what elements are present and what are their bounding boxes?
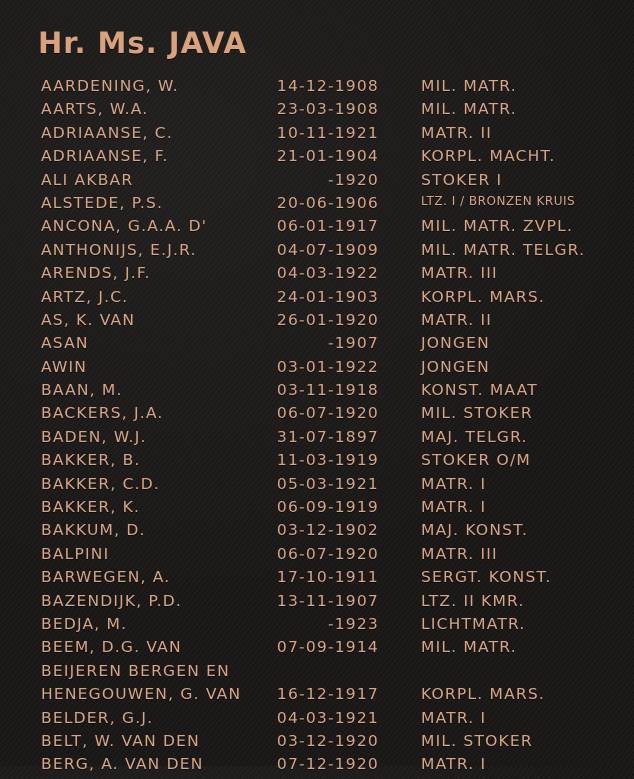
person-name: ANCONA, G.A.A. D' [41, 217, 208, 236]
person-name: BELT, W. VAN DEN [41, 731, 200, 750]
birth-date: 21-01-1904 [276, 147, 379, 166]
rank-label: MAJ. KONST. [421, 521, 529, 540]
rank-label: LTZ. I / BRONZEN KRUIS [421, 193, 576, 208]
rank-label: KORPL. MACHT. [421, 147, 556, 166]
birth-date: 06-07-1920 [276, 544, 379, 563]
person-name: ADRIAANSE, C. [41, 123, 173, 142]
person-name: BALPINI [41, 544, 110, 563]
name-row [0, 241, 634, 264]
rank-label: MATR. III [421, 544, 498, 563]
birth-date: -1920 [327, 170, 379, 189]
person-name: BEEM, D.G. VAN [41, 638, 182, 657]
birth-date: 16-12-1917 [276, 685, 379, 704]
rank-label: MATR. I [421, 498, 487, 517]
rank-label: MATR. I [421, 755, 487, 774]
rank-label: JONGEN [421, 357, 490, 376]
rank-label: SERGT. KONST. [421, 568, 552, 587]
name-row [0, 615, 634, 638]
name-row [0, 475, 634, 498]
birth-date: 04-07-1909 [276, 240, 379, 259]
name-row [0, 311, 634, 334]
rank-label: MIL. MATR. [421, 77, 517, 95]
rank-label: MIL. MATR. TELGR. [421, 240, 586, 259]
name-row [0, 124, 634, 147]
birth-date: 24-01-1903 [276, 287, 379, 306]
rank-label: MATR. II [421, 310, 493, 329]
rank-label: MIL. STOKER [421, 404, 533, 423]
birth-date: 03-11-1918 [276, 381, 379, 400]
person-name: BARWEGEN, A. [41, 568, 171, 587]
rank-label: MIL. STOKER [421, 731, 533, 750]
rank-label: LICHTMATR. [421, 614, 526, 633]
birth-date: -1923 [327, 614, 379, 633]
person-name: BAKKUM, D. [41, 521, 146, 540]
name-row [0, 171, 634, 194]
person-name: ASAN [41, 334, 89, 353]
name-row [0, 662, 634, 685]
person-name: BELDER, G.J. [41, 708, 154, 727]
name-row [0, 147, 634, 170]
name-row [0, 498, 634, 521]
name-row [0, 288, 634, 311]
birth-date: 03-01-1922 [276, 357, 379, 376]
person-name: ALI AKBAR [41, 170, 134, 189]
rank-label: STOKER O/M [421, 451, 531, 470]
person-name: HENEGOUWEN, G. VAN [41, 685, 242, 704]
birth-date: 06-09-1919 [276, 498, 379, 517]
person-name: AS, K. VAN [41, 310, 136, 329]
rank-label: MIL. MATR. [421, 638, 517, 657]
rank-label: MAJ. TELGR. [421, 427, 528, 446]
birth-date: 13-11-1907 [276, 591, 379, 610]
person-name: BEIJEREN BERGEN EN [41, 661, 230, 680]
name-row [0, 381, 634, 404]
name-list [0, 77, 634, 779]
name-row [0, 77, 634, 100]
birth-date: 06-01-1917 [276, 217, 379, 236]
name-row [0, 685, 634, 708]
name-row [0, 217, 634, 240]
person-name: BERG, A. VAN DEN [41, 755, 204, 774]
person-name: AARDENING, W. [41, 77, 179, 95]
name-row [0, 264, 634, 287]
rank-label: KONST. MAAT [421, 381, 538, 400]
name-row [0, 592, 634, 615]
rank-label: MATR. I [421, 708, 487, 727]
person-name: ADRIAANSE, F. [41, 147, 169, 166]
name-row [0, 732, 634, 755]
rank-label: MIL. MATR. ZVPL. [421, 217, 574, 236]
person-name: BEDJA, M. [41, 614, 128, 633]
birth-date: 26-01-1920 [276, 310, 379, 329]
rank-label: JONGEN [421, 334, 490, 353]
birth-date: 06-07-1920 [276, 404, 379, 423]
name-row [0, 194, 634, 217]
birth-date: 17-10-1911 [276, 568, 379, 587]
birth-date: 31-07-1897 [276, 427, 379, 446]
name-row [0, 545, 634, 568]
rank-label: STOKER I [421, 170, 503, 189]
birth-date: 03-12-1902 [276, 521, 379, 540]
person-name: BAKKER, B. [41, 451, 141, 470]
name-row [0, 451, 634, 474]
rank-label: KORPL. MARS. [421, 685, 546, 704]
birth-date: 20-06-1906 [276, 193, 379, 212]
person-name: AARTS, W.A. [41, 100, 149, 119]
birth-date: 14-12-1908 [276, 77, 379, 95]
name-row [0, 568, 634, 591]
person-name: ALSTEDE, P.S. [41, 193, 164, 212]
name-row [0, 334, 634, 357]
name-row [0, 358, 634, 381]
plaque-title: Hr. Ms. JAVA [38, 26, 247, 60]
name-row [0, 404, 634, 427]
name-row [0, 638, 634, 661]
name-row [0, 428, 634, 451]
person-name: ARTZ, J.C. [41, 287, 129, 306]
rank-label: MATR. III [421, 264, 498, 283]
birth-date: 04-03-1921 [276, 708, 379, 727]
name-row [0, 521, 634, 544]
rank-label: MATR. I [421, 474, 487, 493]
birth-date: 23-03-1908 [276, 100, 379, 119]
rank-label: LTZ. II KMR. [421, 591, 525, 610]
birth-date: 03-12-1920 [276, 731, 379, 750]
person-name: ARENDS, J.F. [41, 264, 151, 283]
birth-date: 05-03-1921 [276, 474, 379, 493]
rank-label: MIL. MATR. [421, 100, 517, 119]
birth-date: 11-03-1919 [276, 451, 379, 470]
person-name: BADEN, W.J. [41, 427, 147, 446]
name-row [0, 100, 634, 123]
birth-date: 07-09-1914 [276, 638, 379, 657]
person-name: BAKKER, K. [41, 498, 141, 517]
birth-date: -1907 [327, 334, 379, 353]
birth-date: 04-03-1922 [276, 264, 379, 283]
birth-date: 10-11-1921 [276, 123, 379, 142]
person-name: AWIN [41, 357, 88, 376]
person-name: BAKKER, C.D. [41, 474, 160, 493]
rank-label: MATR. II [421, 123, 493, 142]
name-row [0, 709, 634, 732]
rank-label: KORPL. MARS. [421, 287, 546, 306]
person-name: BAAN, M. [41, 381, 123, 400]
person-name: BACKERS, J.A. [41, 404, 164, 423]
birth-date: 07-12-1920 [276, 755, 379, 774]
name-row [0, 755, 634, 778]
person-name: BAZENDIJK, P.D. [41, 591, 183, 610]
person-name: ANTHONIJS, E.J.R. [41, 240, 197, 259]
